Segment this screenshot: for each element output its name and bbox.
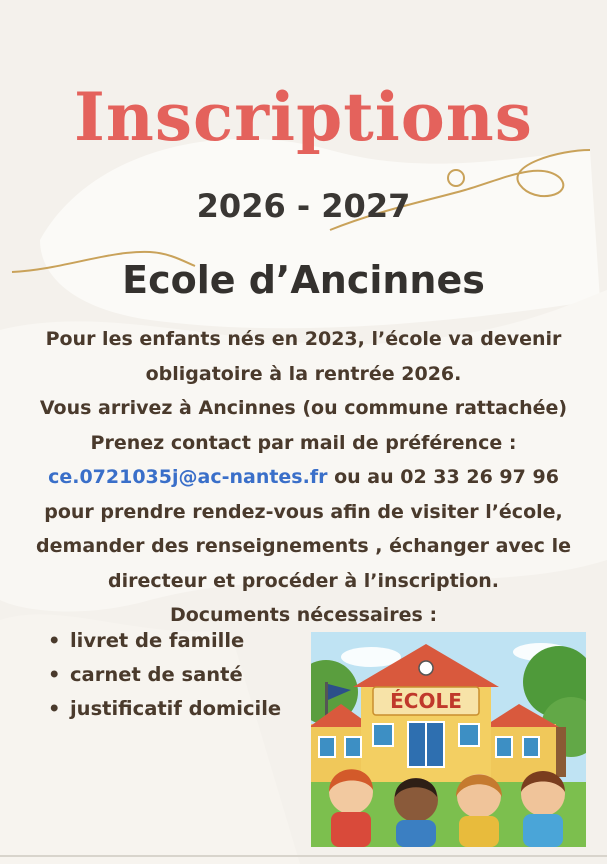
list-item: • livret de famille bbox=[48, 624, 281, 658]
contact-line bbox=[0, 460, 607, 495]
text-line: Prenez contact par mail de préférence : bbox=[90, 431, 517, 454]
text-line: Pour les enfants nés en 2023, l’école va devenir bbox=[45, 328, 562, 350]
list-item: • justificatif domicile bbox=[48, 692, 281, 726]
divider bbox=[0, 855, 607, 857]
text-line: obligatoire à la rentrée 2026. bbox=[145, 362, 462, 385]
page-title: Inscriptions bbox=[74, 78, 533, 156]
text-line: directeur et procéder à l’inscription. bbox=[108, 569, 499, 592]
text-line: demander des renseignements , échanger avec le bbox=[36, 535, 571, 557]
list-item: • carnet de santé bbox=[48, 658, 281, 692]
school-illustration bbox=[311, 632, 586, 847]
school-sign: ÉCOLE bbox=[390, 689, 462, 713]
documents-list bbox=[48, 624, 281, 726]
info-text bbox=[0, 322, 607, 633]
text-line: Vous arrivez à Ancinnes (ou commune rattachée) bbox=[39, 397, 568, 419]
school-name: Ecole d’Ancinnes bbox=[122, 258, 485, 302]
documents-title: Documents nécessaires : bbox=[169, 604, 438, 626]
phone-text: ou au 02 33 26 97 96 bbox=[327, 466, 559, 488]
school-year: 2026 - 2027 bbox=[196, 187, 411, 225]
text-line: pour prendre rendez-vous afin de visiter l’école, bbox=[44, 500, 563, 523]
email-link[interactable]: ce.0721035j@ac-nantes.fr bbox=[48, 466, 328, 488]
